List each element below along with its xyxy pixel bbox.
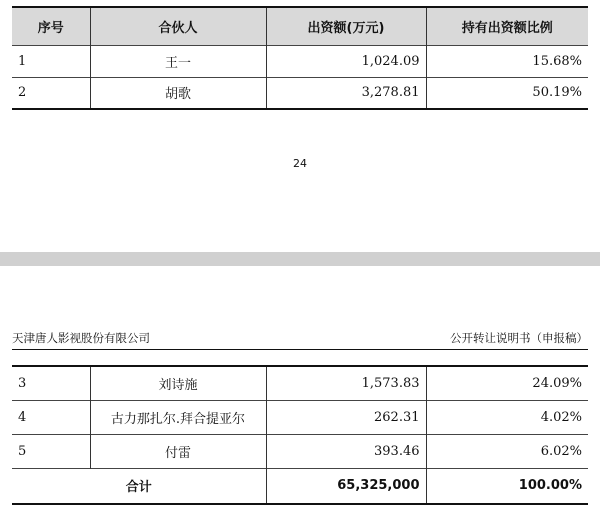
row-ratio: 24.09%: [426, 366, 588, 400]
total-amount: 65,325,000: [266, 468, 426, 504]
row-index: 1: [12, 45, 90, 77]
row-partner: 王一: [90, 45, 266, 77]
page-number: 24: [293, 157, 307, 170]
row-ratio: 15.68%: [426, 45, 588, 77]
table-total-row: [12, 468, 588, 504]
total-ratio: 100.00%: [426, 468, 588, 504]
document-title: 公开转让说明书（申报稿）: [450, 331, 588, 345]
row-index: 5: [12, 434, 90, 468]
row-partner: 付雷: [90, 434, 266, 468]
header-amount: 出资额(万元): [266, 7, 426, 45]
row-partner: 古力那扎尔.拜合提亚尔: [90, 400, 266, 434]
page-divider: [0, 252, 600, 266]
row-ratio: 50.19%: [426, 77, 588, 109]
row-ratio: 6.02%: [426, 434, 588, 468]
table-row: [12, 434, 588, 468]
row-ratio: 4.02%: [426, 400, 588, 434]
table-header-row: [12, 7, 588, 45]
row-partner: 刘诗施: [90, 366, 266, 400]
partner-table-top: [12, 6, 588, 110]
partner-table-bottom: [12, 365, 588, 505]
header-partner: 合伙人: [90, 7, 266, 45]
total-label: 合计: [12, 468, 266, 504]
document-header: [12, 330, 588, 350]
table-row: [12, 45, 588, 77]
row-amount: 393.46: [266, 434, 426, 468]
row-partner: 胡歌: [90, 77, 266, 109]
table-row: [12, 400, 588, 434]
header-index: 序号: [12, 7, 90, 45]
row-amount: 1,024.09: [266, 45, 426, 77]
header-ratio: 持有出资额比例: [426, 7, 588, 45]
company-name: 天津唐人影视股份有限公司: [12, 331, 150, 345]
table-row: [12, 77, 588, 109]
row-amount: 262.31: [266, 400, 426, 434]
row-amount: 3,278.81: [266, 77, 426, 109]
row-index: 4: [12, 400, 90, 434]
row-index: 3: [18, 375, 27, 391]
row-index: 2: [12, 77, 90, 109]
row-amount: 1,573.83: [266, 366, 426, 400]
table-row: [12, 366, 588, 400]
